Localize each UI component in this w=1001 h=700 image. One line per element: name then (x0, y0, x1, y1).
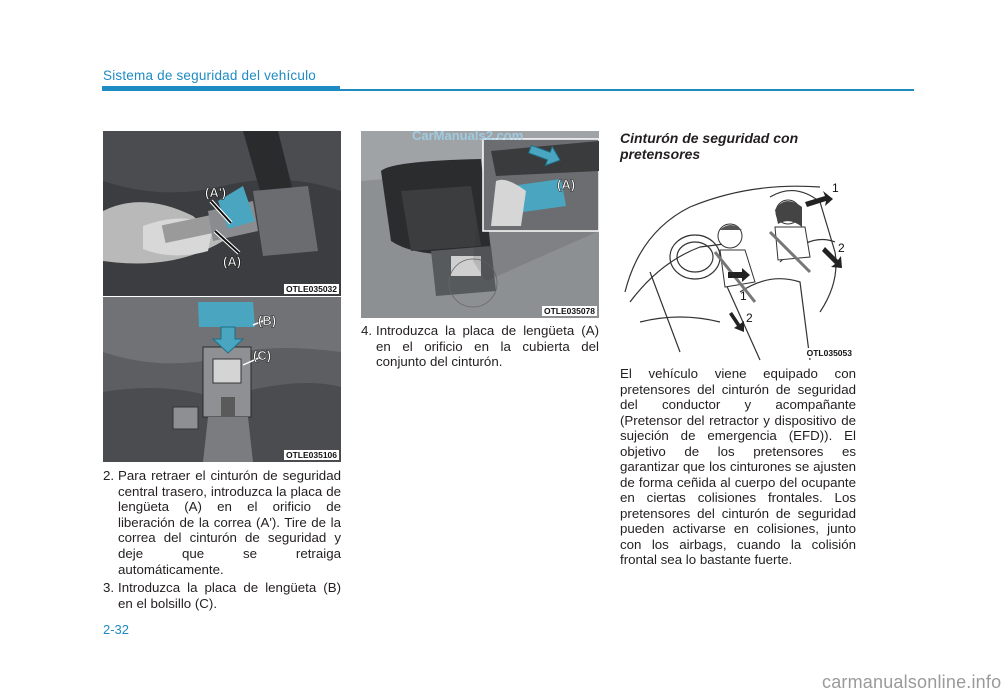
figure-code: OTL035053 (806, 348, 852, 358)
section-paragraph: El vehículo viene equipado con pretensores del cinturón de seguridad del conductor y acompañante (Pretensor del retractor y dispositivo de sujeción de emergencia (EFD)). El objetivo de los pretensores es garantizar que los cinturones se ajusten de forma ceñida al cuerpo del ocupante en ciertas colisiones frontales. Los pretensores del cinturón de seguridad pueden activarse en colisiones, junto con los airbags, cuando la colisión frontal sea lo bastante fuerte. (620, 366, 856, 567)
step-number: 2. (103, 468, 115, 483)
watermark: CarManuals2.com (412, 128, 524, 143)
header-rule (340, 89, 914, 91)
header-rule-accent (102, 86, 340, 91)
label-c: (C) (253, 348, 272, 363)
label-1-upper: 1 (832, 181, 839, 195)
step-text: Para retraer el cinturón de seguridad central trasero, introduzca la placa de lengüeta (A) en el orificio de liberación de la correa (A'). Tire de la correa del cinturón de seguridad y deje que se retraiga automáticamente. (118, 468, 341, 577)
label-b: (B) (258, 313, 277, 328)
steps-left (103, 468, 341, 614)
label-1-lower: 1 (740, 289, 747, 303)
section-title: Cinturón de seguridad con pretensores (620, 130, 799, 162)
figure-code: OTLE035106 (285, 450, 337, 460)
step-4 (361, 323, 599, 370)
page-number: 2-32 (103, 622, 130, 637)
label-a-prime: (A') (205, 185, 227, 200)
step-number: 4. (361, 323, 373, 338)
step-text: Introduzca la placa de lengüeta (B) en el bolsillo (C). (118, 580, 341, 611)
section-header: Sistema de seguridad del vehículo (103, 68, 316, 83)
figure-code: OTLE035078 (543, 306, 595, 316)
figure-tongue-pocket (103, 297, 341, 462)
step-number: 3. (103, 580, 115, 596)
step-2 (103, 468, 341, 577)
step-text: Introduzca la placa de lengüeta (A) en el orificio en la cubierta del conjunto del cinturón. (376, 323, 599, 370)
label-2-upper: 2 (838, 241, 845, 255)
label-2-lower: 2 (746, 311, 753, 325)
step-3 (103, 580, 341, 611)
label-a: (A) (557, 177, 576, 192)
figure-ceiling-cover (361, 131, 599, 318)
figure-pretensioner (620, 172, 856, 360)
figure-buckle-release (103, 131, 341, 296)
label-a: (A) (223, 254, 242, 269)
steps-middle (361, 323, 599, 373)
figure-code: OTLE035032 (285, 284, 337, 294)
footer-watermark: carmanualsonline.info (822, 672, 1001, 692)
